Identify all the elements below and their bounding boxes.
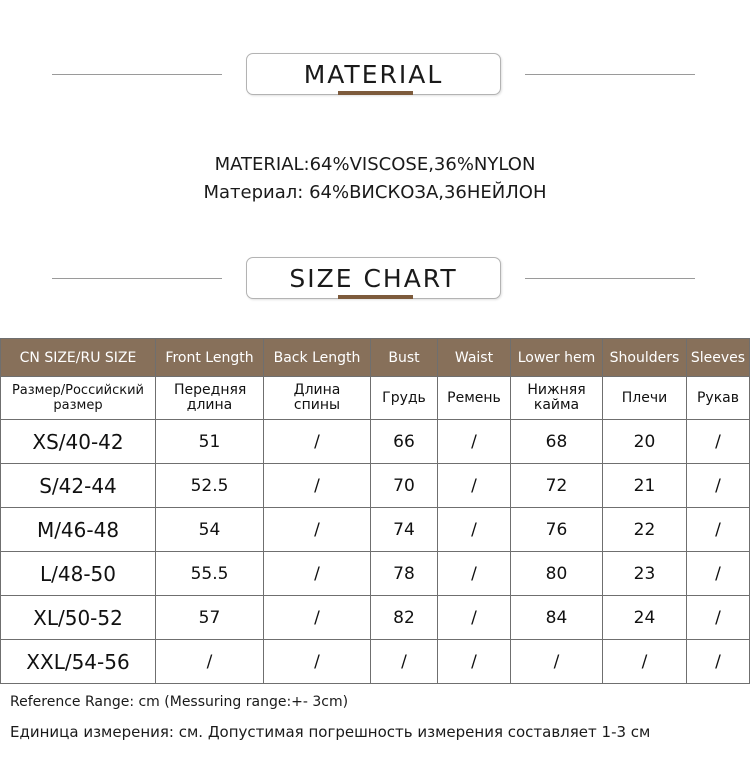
material-line-ru <box>0 181 750 205</box>
header-cell-ru: Рукав <box>687 377 750 420</box>
measurement-cell: / <box>687 420 750 464</box>
measurement-cell: 54 <box>156 508 264 552</box>
measurement-cell: 84 <box>511 596 603 640</box>
section-title-box <box>246 53 501 95</box>
header-cell-ru: Размер/Российский размер <box>1 377 156 420</box>
measurement-cell: / <box>687 508 750 552</box>
divider-line <box>52 278 222 279</box>
measurement-cell: / <box>511 640 603 684</box>
material-label-ru: Материал: <box>203 182 304 203</box>
material-label: MATERIAL: <box>214 154 310 175</box>
header-cell: Front Length <box>156 339 264 377</box>
table-row <box>1 464 750 508</box>
section-title: SIZE CHART <box>289 264 458 293</box>
measurement-cell: 55.5 <box>156 552 264 596</box>
measurement-cell: / <box>687 640 750 684</box>
table-row <box>1 420 750 464</box>
size-chart-section-header <box>0 257 750 301</box>
measurement-cell: / <box>264 596 371 640</box>
measurement-cell: / <box>438 596 511 640</box>
header-cell-ru: Передняя длина <box>156 377 264 420</box>
measurement-cell: / <box>264 508 371 552</box>
size-cell: L/48-50 <box>1 552 156 596</box>
header-cell-ru: Ремень <box>438 377 511 420</box>
measurement-cell: / <box>264 464 371 508</box>
reference-range-note-ru: Единица измерения: см. Допустимая погрешность измерения составляет 1-3 см <box>10 723 651 741</box>
material-section-header <box>0 53 750 97</box>
measurement-cell: / <box>438 420 511 464</box>
material-value-ru: 64%ВИСКОЗА,36НЕЙЛОН <box>309 182 547 203</box>
measurement-cell: / <box>687 464 750 508</box>
reference-range-note: Reference Range: cm (Messuring range:+- 3cm) <box>10 694 349 710</box>
header-cell-ru: Грудь <box>371 377 438 420</box>
material-line-en <box>0 153 750 177</box>
divider-line <box>525 278 695 279</box>
measurement-cell: / <box>438 640 511 684</box>
header-cell: Waist <box>438 339 511 377</box>
measurement-cell: 51 <box>156 420 264 464</box>
table-row <box>1 552 750 596</box>
measurement-cell: / <box>438 552 511 596</box>
measurement-cell: / <box>156 640 264 684</box>
measurement-cell: / <box>264 552 371 596</box>
measurement-cell: 23 <box>603 552 687 596</box>
measurement-cell: 72 <box>511 464 603 508</box>
measurement-cell: 74 <box>371 508 438 552</box>
measurement-cell: 66 <box>371 420 438 464</box>
table-header-row <box>1 339 750 377</box>
table-header-row-ru <box>1 377 750 420</box>
divider-line <box>52 74 222 75</box>
section-title-box <box>246 257 501 299</box>
measurement-cell: 20 <box>603 420 687 464</box>
measurement-cell: 70 <box>371 464 438 508</box>
header-cell: Lower hem <box>511 339 603 377</box>
header-cell-ru: Нижняя кайма <box>511 377 603 420</box>
table-row <box>1 640 750 684</box>
header-cell-ru: Длина спины <box>264 377 371 420</box>
size-cell: S/42-44 <box>1 464 156 508</box>
measurement-cell: 78 <box>371 552 438 596</box>
table-row <box>1 596 750 640</box>
divider-line <box>525 74 695 75</box>
measurement-cell: / <box>438 464 511 508</box>
measurement-cell: 52.5 <box>156 464 264 508</box>
measurement-cell: / <box>264 420 371 464</box>
measurement-cell: / <box>687 552 750 596</box>
measurement-cell: 80 <box>511 552 603 596</box>
measurement-cell: 82 <box>371 596 438 640</box>
header-cell-ru: Плечи <box>603 377 687 420</box>
measurement-cell: 76 <box>511 508 603 552</box>
measurement-cell: / <box>687 596 750 640</box>
size-cell: XXL/54-56 <box>1 640 156 684</box>
section-title: MATERIAL <box>303 60 444 89</box>
measurement-cell: 68 <box>511 420 603 464</box>
header-cell: Back Length <box>264 339 371 377</box>
measurement-cell: / <box>603 640 687 684</box>
accent-bar <box>338 91 413 95</box>
measurement-cell: / <box>371 640 438 684</box>
header-cell: Shoulders <box>603 339 687 377</box>
measurement-cell: 57 <box>156 596 264 640</box>
size-cell: XL/50-52 <box>1 596 156 640</box>
size-cell: M/46-48 <box>1 508 156 552</box>
material-value: 64%VISCOSE,36%NYLON <box>309 154 536 175</box>
measurement-cell: 24 <box>603 596 687 640</box>
measurement-cell: 21 <box>603 464 687 508</box>
size-chart-table <box>0 338 750 684</box>
table-row <box>1 508 750 552</box>
measurement-cell: / <box>264 640 371 684</box>
measurement-cell: / <box>438 508 511 552</box>
accent-bar <box>338 295 413 299</box>
header-cell: CN SIZE/RU SIZE <box>1 339 156 377</box>
header-cell: Bust <box>371 339 438 377</box>
header-cell: Sleeves <box>687 339 750 377</box>
size-cell: XS/40-42 <box>1 420 156 464</box>
measurement-cell: 22 <box>603 508 687 552</box>
